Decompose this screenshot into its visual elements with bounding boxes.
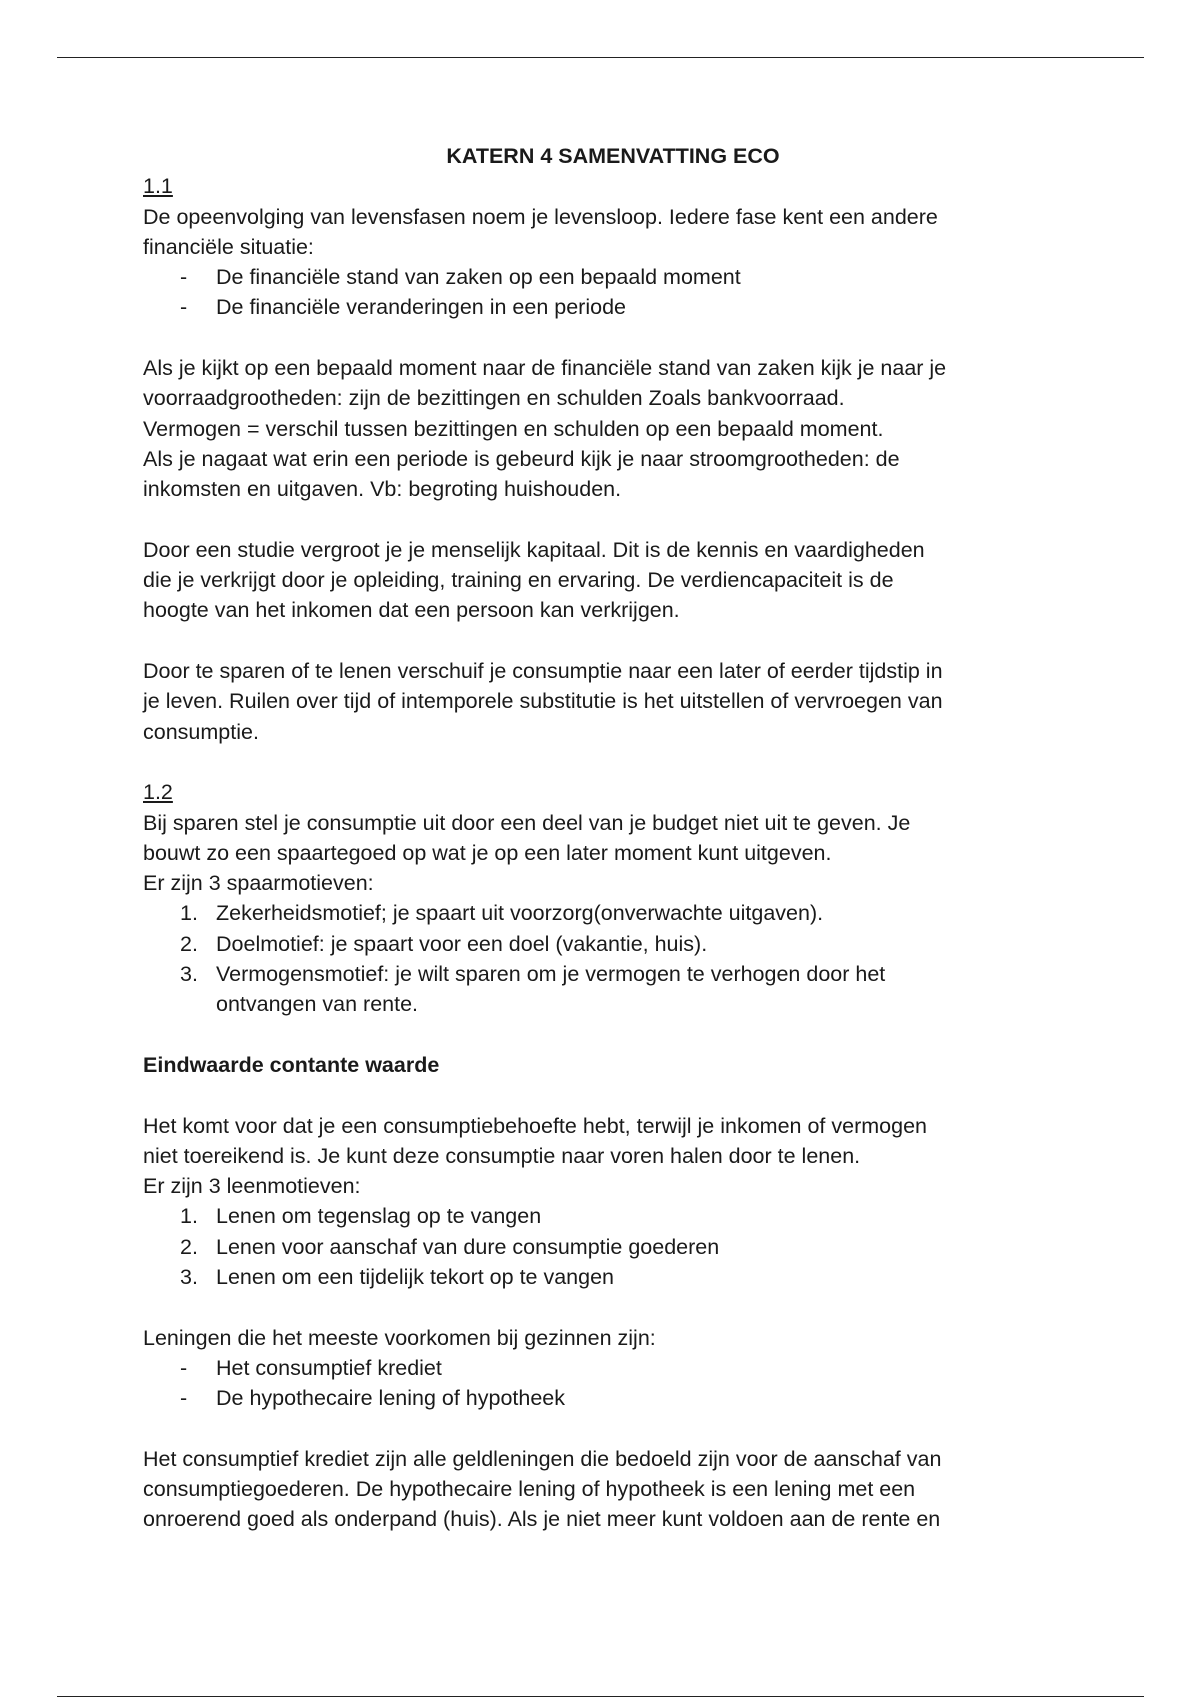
text-line: je leven. Ruilen over tijd of intemporele substitutie is het uitstellen of vervroegen van	[143, 689, 943, 714]
paragraph	[143, 202, 1063, 263]
text-line: consumptie.	[143, 719, 259, 744]
loan-motives-list	[143, 1201, 1063, 1292]
paragraph	[143, 535, 1063, 626]
bullet-list	[143, 262, 1063, 323]
list-item: 1. Zekerheidsmotief; je spaart uit voorzorg(onverwachte uitgaven).	[180, 901, 824, 926]
text-line: Er zijn 3 leenmotieven:	[143, 1174, 361, 1199]
bullet-marker: -	[180, 265, 188, 290]
section-heading-1-2: 1.2	[143, 780, 173, 805]
text-line: Leningen die het meeste voorkomen bij gezinnen zijn:	[143, 1325, 656, 1350]
text-line: onroerend goed als onderpand (huis). Als je niet meer kunt voldoen aan de rente en	[143, 1507, 941, 1532]
text-line: De opeenvolging van levensfasen noem je levensloop. Iedere fase kent een andere	[143, 204, 938, 229]
text-line: die je verkrijgt door je opleiding, training en ervaring. De verdiencapaciteit is de	[143, 568, 894, 593]
list-item: 3. Vermogensmotief: je wilt sparen om je vermogen te verhogen door het ontvangen van rente.	[180, 962, 886, 1017]
bottom-rule	[57, 1696, 1144, 1697]
paragraph	[143, 1444, 1063, 1535]
text-line: Vermogen = verschil tussen bezittingen en schulden op een bepaald moment.	[143, 416, 884, 441]
document-title: KATERN 4 SAMENVATTING ECO	[446, 144, 780, 168]
text-line: financiële situatie:	[143, 234, 314, 259]
text-line: Het komt voor dat je een consumptiebehoefte hebt, terwijl je inkomen of vermogen	[143, 1113, 927, 1138]
list-item: - De financiële veranderingen in een periode	[143, 292, 1063, 322]
text-line: Bij sparen stel je consumptie uit door een deel van je budget niet uit te geven. Je	[143, 810, 911, 835]
text-line: Het consumptief krediet zijn alle geldleningen die bedoeld zijn voor de aanschaf van	[143, 1446, 942, 1471]
text-line: voorraadgrootheden: zijn de bezittingen en schulden Zoals bankvoorraad.	[143, 386, 845, 411]
paragraph	[143, 656, 1063, 747]
paragraph	[143, 1111, 1063, 1202]
text-line: bouwt zo een spaartegoed op wat je op een later moment kunt uitgeven.	[143, 840, 832, 865]
bullet-marker: -	[180, 295, 188, 320]
loan-types-list	[143, 1353, 1063, 1414]
top-rule	[57, 57, 1144, 58]
text-line: Als je kijkt op een bepaald moment naar de financiële stand van zaken kijk je naar je	[143, 356, 947, 381]
text-line: hoogte van het inkomen dat een persoon kan verkrijgen.	[143, 598, 680, 623]
bullet-marker: -	[180, 1386, 188, 1411]
list-item: 2. Doelmotief: je spaart voor een doel (vakantie, huis).	[180, 931, 708, 956]
savings-motives-list	[143, 898, 1063, 1019]
text-line: Door een studie vergroot je je menselijk kapitaal. Dit is de kennis en vaardigheden	[143, 537, 925, 562]
list-item: - Het consumptief krediet	[143, 1353, 1063, 1383]
paragraph	[143, 808, 1063, 899]
list-item: 1. Lenen om tegenslag op te vangen	[180, 1204, 542, 1229]
list-item: - De hypothecaire lening of hypotheek	[143, 1383, 1063, 1413]
document-page	[143, 141, 1063, 1535]
text-line: Er zijn 3 spaarmotieven:	[143, 871, 374, 896]
list-item: - De financiële stand van zaken op een bepaald moment	[143, 262, 1063, 292]
subheading: Eindwaarde contante waarde	[143, 1052, 440, 1077]
paragraph	[143, 353, 1063, 504]
bullet-marker: -	[180, 1355, 188, 1380]
text-line: inkomsten en uitgaven. Vb: begroting huishouden.	[143, 477, 622, 502]
text-line: niet toereikend is. Je kunt deze consumptie naar voren halen door te lenen.	[143, 1143, 861, 1168]
list-item: 2. Lenen voor aanschaf van dure consumptie goederen	[180, 1234, 720, 1259]
text-line: Door te sparen of te lenen verschuif je consumptie naar een later of eerder tijdstip in	[143, 659, 943, 684]
list-item: 3. Lenen om een tijdelijk tekort op te vangen	[180, 1264, 615, 1289]
text-line: Als je nagaat wat erin een periode is gebeurd kijk je naar stroomgrootheden: de	[143, 446, 900, 471]
section-heading-1-1: 1.1	[143, 174, 173, 199]
text-line: consumptiegoederen. De hypothecaire lening of hypotheek is een lening met een	[143, 1477, 916, 1502]
